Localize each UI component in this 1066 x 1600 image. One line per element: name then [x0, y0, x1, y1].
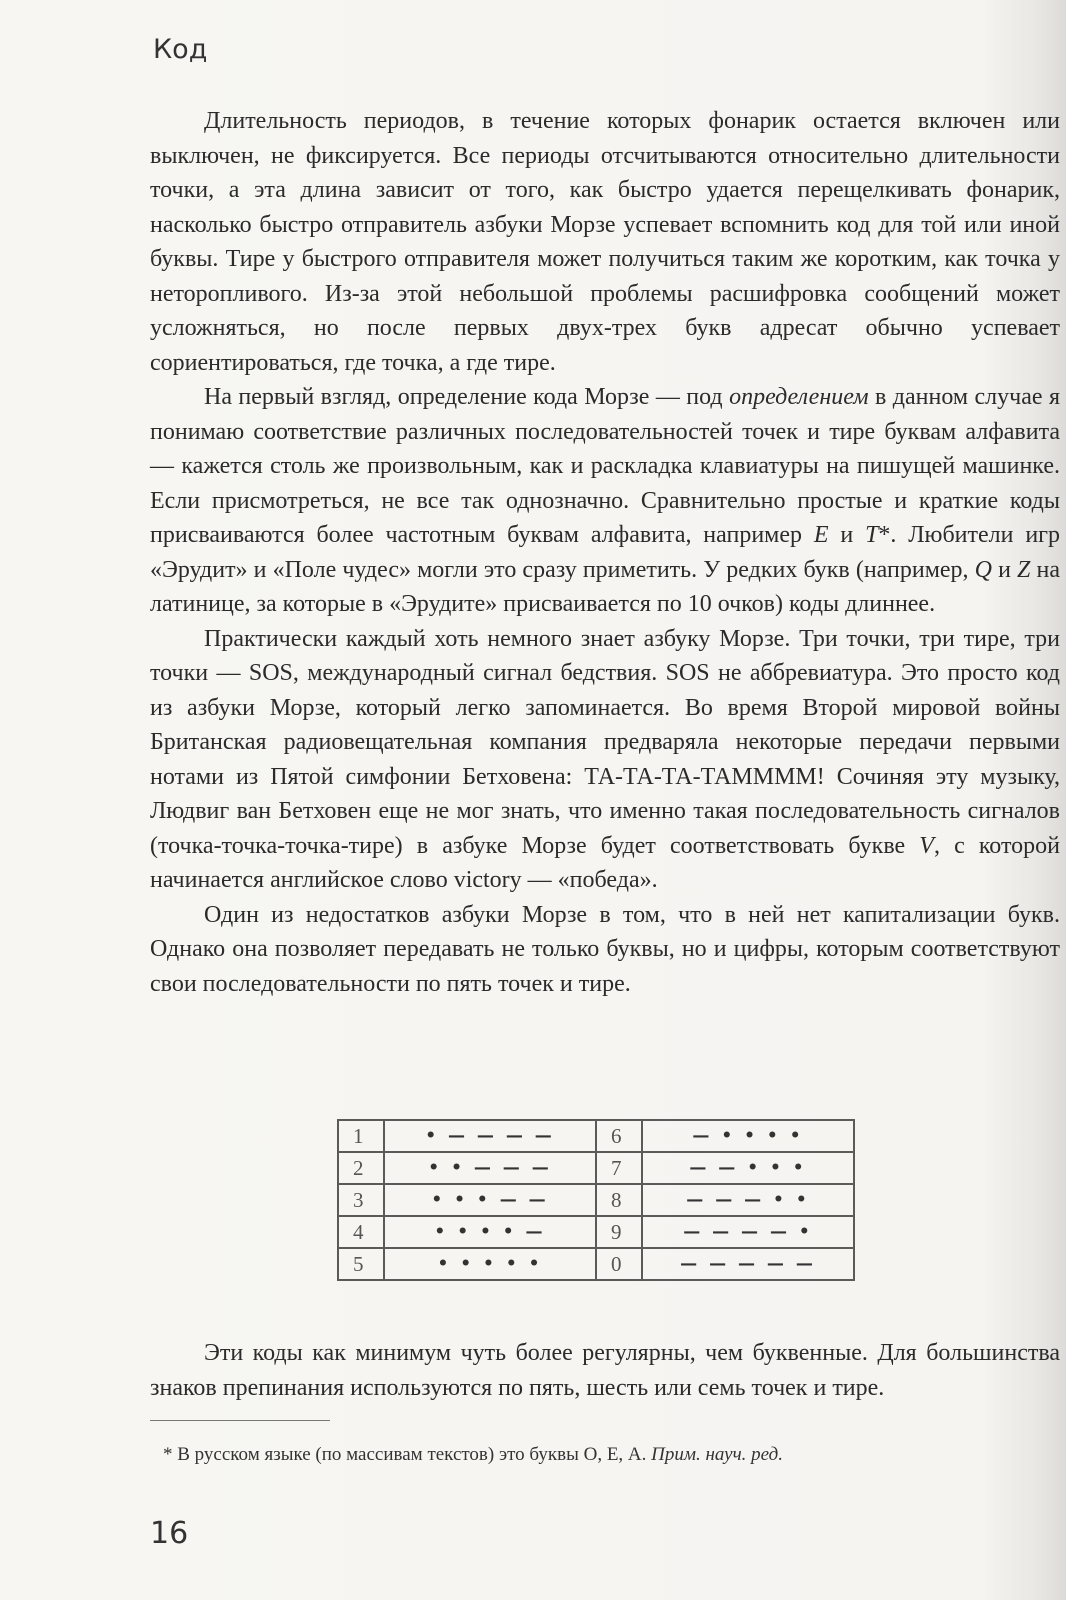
table-row [338, 1216, 854, 1248]
morse-code-cell: — • • • • [642, 1120, 854, 1152]
digit-cell: 7 [596, 1152, 642, 1184]
morse-code-cell: — — — — — [642, 1248, 854, 1280]
morse-digits-table [337, 1119, 855, 1281]
digit-cell: 9 [596, 1216, 642, 1248]
footnote-marker: * [163, 1444, 173, 1465]
morse-code-cell: • • • — — [384, 1184, 596, 1216]
morse-code-cell: — — — • • [642, 1184, 854, 1216]
after-table-text [150, 1336, 1060, 1405]
digit-cell: 1 [338, 1120, 384, 1152]
footnote: * В русском языке (по массивам текстов) это буквы О, Е, А. Прим. науч. ред. [163, 1444, 783, 1465]
paragraph-1: Длительность периодов, в течение которых фонарик остается включен или выключен, не фиксируется. Все периоды отсчитываются относительно длительности точки, а эта длина зависит от того, как быстро удается перещелкивать фонарик, насколько быстро отправитель азбуки Морзе успевает вспомнить код для той или иной буквы. Тире у быстрого отправителя может получиться таким же коротким, как точка у неторопливого. Из-за этой небольшой проблемы расшифровка сообщений может усложняться, но после первых двух-трех букв адресат обычно успевает сориентироваться, где точка, а где тире. [150, 108, 1060, 376]
digit-cell: 8 [596, 1184, 642, 1216]
morse-code-cell: • — — — — [384, 1120, 596, 1152]
table-row [338, 1152, 854, 1184]
morse-code-cell: — — — — • [642, 1216, 854, 1248]
morse-code-cell: • • • • — [384, 1216, 596, 1248]
table-row [338, 1184, 854, 1216]
digit-cell: 4 [338, 1216, 384, 1248]
table-row [338, 1120, 854, 1152]
paragraph-4: Один из недостатков азбуки Морзе в том, что в ней нет капитализации букв. Однако она позволяет передавать не только буквы, но и цифры, которым соответствуют свои последовательности по пять точек и тире. [150, 901, 1060, 997]
morse-code-cell: — — • • • [642, 1152, 854, 1184]
digit-cell: 3 [338, 1184, 384, 1216]
digit-cell: 6 [596, 1120, 642, 1152]
morse-code-cell: • • — — — [384, 1152, 596, 1184]
paragraph-2: На первый взгляд, определение кода Морзе — под определением в данном случае я понимаю соответствие различных последовательностей точек и тире буквам алфавита — кажется столь же произвольным, как и раскладка клавиатуры на пишущей машинке. Если присмотреться, не все так однозначно. Сравнительно простые и краткие коды присваиваются более частотным буквам алфавита, например E и T*. Любители игр «Эрудит» и «Поле чудес» могли это сразу приметить. У редких букв (например, Q и Z на латинице, за которые в «Эрудите» присваивается по 10 очков) коды длиннее. [150, 384, 1061, 617]
digit-cell: 5 [338, 1248, 384, 1280]
digit-cell: 2 [338, 1152, 384, 1184]
table-row [338, 1248, 854, 1280]
page-number: 16 [150, 1516, 189, 1551]
digit-cell: 0 [596, 1248, 642, 1280]
morse-code-cell: • • • • • [384, 1248, 596, 1280]
paragraph-3: Практически каждый хоть немного знает азбуку Морзе. Три точки, три тире, три точки — SOS, международный сигнал бедствия. SOS не аббревиатура. Это просто код из азбуки Морзе, который легко запоминается. Во время Второй мировой войны Британская радиовещательная компания предваряла некоторые передачи первыми нотами из Пятой симфонии Бетховена: ТА-ТА-ТА-ТАММММ! Сочиняя эту музыку, Людвиг ван Бетховен еще не мог знать, что именно такая последовательность сигналов (точка-точка-точка-тире) в азбуке Морзе будет соответствовать букве V, с которой начинается английское слово victory — «победа». [150, 625, 1060, 893]
paragraph-5: Эти коды как минимум чуть более регулярны, чем буквенные. Для большинства знаков препинания используются по пять, шесть или семь точек и тире. [150, 1340, 1060, 1401]
running-head: Код [153, 34, 208, 65]
body-text [150, 104, 1060, 1001]
footnote-rule [150, 1420, 330, 1421]
